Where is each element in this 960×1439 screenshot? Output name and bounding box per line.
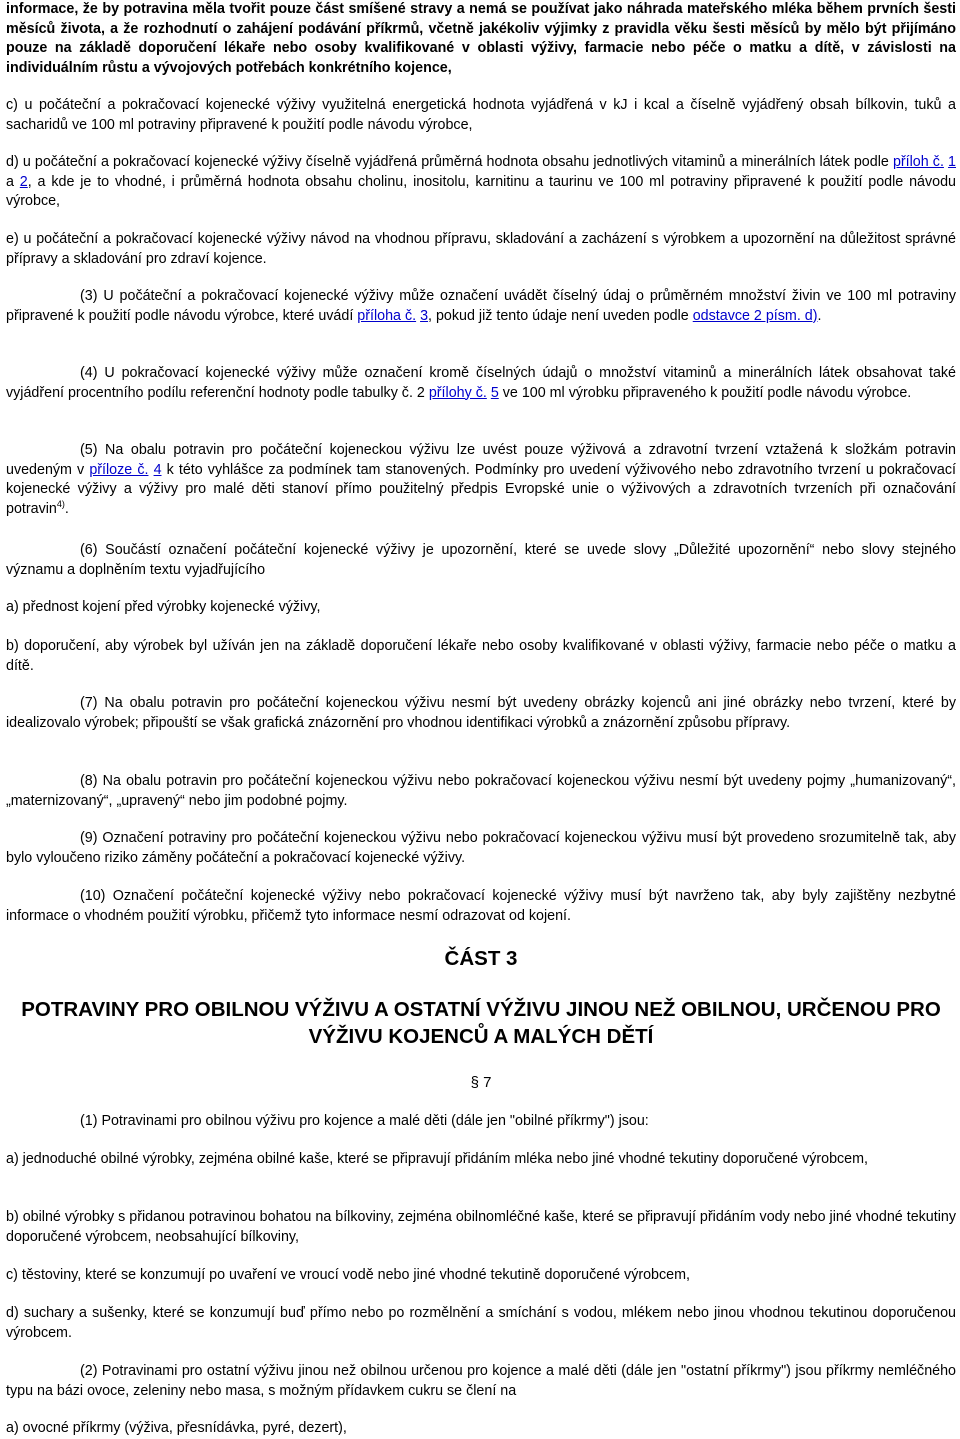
section-symbol: §: [470, 1074, 479, 1091]
section-7-1-item-b: b) obilné výrobky s přidanou potravinou bohatou na bílkoviny, zejména obilnomléčné kaše, které se připravují přidáním vody nebo jiné vhodné tekutiny doporučené výrobcem, neobsahující bílkoviny,: [6, 1209, 956, 1245]
paragraph-5: (5) Na obalu potravin pro počáteční kojeneckou výživu lze uvést pouze výživová a zdravotní tvrzení vztažená k složkám potravin uvedeným v příloze č. 4 k této vyhlášce za podmínek tam stanovených. Podmínky pro uvedení výživového nebo zdravotního tvrzení u pokračovací kojenecké výživy a výživy pro malé děti stanoví přímo použitelný předpis Evropské unie o výživových a zdravotních tvrzeních při označování potravin$^{4)}$.: [6, 442, 956, 517]
annex-link[interactable]: přílohy č.: [428, 384, 487, 401]
annex-2-link[interactable]: 2: [19, 173, 28, 190]
section-heading: [6, 1073, 956, 1093]
part-heading: ČÁST 3: [444, 947, 518, 970]
paragraph-6-item-a: a) přednost kojení před výrobky kojenecké výživy,: [6, 599, 321, 615]
section-7-1-item-d: d) suchary a sušenky, které se konzumují buď přímo nebo po rozmělnění a smíchání s vodou, mlékem nebo jinou vhodnou tekutinou doporučenou výrobcem.: [6, 1305, 956, 1341]
annex-link[interactable]: příloha č.: [357, 307, 417, 324]
section-7-paragraph-1: (1) Potravinami pro obilnou výživu pro kojence a malé děti (dále jen "obilné příkrmy") jsou:: [80, 1113, 649, 1129]
paragraph-8: (8) Na obalu potravin pro počáteční kojeneckou výživu nebo pokračovací kojeneckou výživu nesmí být uvedeny pojmy „humanizovaný“, „maternizovaný“, „upravený“ nebo jim podobné pojmy.: [6, 773, 956, 809]
paragraph-6-item-b: b) doporučení, aby výrobek byl užíván jen na základě doporučení lékaře nebo osoby kvalifikované v oblasti výživy, farmacie nebo péče o matku a dítě.: [6, 638, 956, 674]
annex-link[interactable]: příloze č.: [89, 461, 149, 478]
item-e-paragraph: e) u počáteční a pokračovací kojenecké výživy návod na vhodnou přípravu, skladování a zacházení s výrobkem a upozornění na důležitost správné přípravy a skladování pro zdraví kojence.: [6, 231, 956, 267]
paragraph-7: (7) Na obalu potravin pro počáteční kojeneckou výživu nesmí být uvedeny obrázky kojenců ani jiné obrázky nebo tvrzení, které by idealizovalo výrobek; připouští se však grafická znázornění pro vhodnou identifikaci výrobků a znázornění způsobu přípravy.: [6, 695, 956, 731]
paragraph-10: (10) Označení počáteční kojenecké výživy nebo pokračovací kojenecké výživy musí být navrženo tak, aby byly zajištěny nezbytné informace o vhodném použití výrobku, přičemž tyto informace nesmí odrazovat od kojení.: [6, 888, 956, 924]
paragraph-6: (6) Součástí označení počáteční kojenecké výživy je upozornění, které se uvede slovy „Důležité upozornění“ nebo slovy stejného významu a doplněním textu vyjadřujícího: [6, 542, 956, 578]
annex-4-link[interactable]: 4: [153, 461, 162, 478]
paragraph-4: (4) U pokračovací kojenecké výživy může označení kromě číselných údajů o množství vitaminů a minerálních látek obsahovat také vyjádření procentního podílu referenční hodnoty podle tabulky č. 2 přílohy č. 5 ve 100 ml výrobku připraveného k použití podle návodu výrobce.: [6, 365, 956, 401]
footnote-reference[interactable]: 4): [56, 498, 65, 509]
annex-5-link[interactable]: 5: [490, 384, 499, 401]
section-7-1-item-a: a) jednoduché obilné výrobky, zejména obilné kaše, které se připravují přidáním mléka nebo jiné vhodné tekutiny doporučené výrobcem,: [6, 1151, 869, 1167]
annex-1-link[interactable]: 1: [948, 154, 956, 170]
section-7-1-item-c: c) těstoviny, které se konzumují po uvaření ve vroucí vodě nebo jiné vhodné tekutině doporučené výrobcem,: [6, 1267, 690, 1283]
part-title: POTRAVINY PRO OBILNOU VÝŽIVU A OSTATNÍ VÝŽIVU JINOU NEŽ OBILNOU, URČENOU PRO VÝŽIVU KOJENCŮ A MALÝCH DĚTÍ: [21, 998, 941, 1048]
annex-3-link[interactable]: 3: [420, 307, 429, 324]
section-number: 7: [483, 1074, 492, 1091]
item-d-paragraph: d) u počáteční a pokračovací kojenecké výživy číselně vyjádřená průměrná hodnota obsahu jednotlivých vitaminů a minerálních látek podle příloh č. 1 a 2, a kde je to vhodné, i průměrná hodnota obsahu cholinu, inositolu, karnitinu a taurinu ve 100 ml potraviny připravené k použití podle návodu výrobce,: [6, 154, 956, 210]
item-c-paragraph: c) u počáteční a pokračovací kojenecké výživy využitelná energetická hodnota vyjádřená v kJ i kcal a číselně vyjádřený obsah bílkovin, tuků a sacharidů ve 100 ml potraviny připravené k použití podle návodu výrobce,: [6, 97, 956, 133]
section-7-2-item-a: a) ovocné příkrmy (výživa, přesnídávka, pyré, dezert),: [6, 1420, 347, 1436]
section-7-paragraph-2: (2) Potravinami pro ostatní výživu jinou než obilnou určenou pro kojence a malé děti (dále jen "ostatní příkrmy") jsou příkrmy nemléčného typu na bázi ovoce, zeleniny nebo masa, s možným přídavkem cukru se člení na: [6, 1363, 956, 1399]
intro-paragraph: informace, že by potravina měla tvořit pouze část smíšené stravy a nemá se používat jako náhrada mateřského mléka během prvních šesti měsíců života, a že rozhodnutí o zahájení podávání příkrmů, včetně jakékoliv výjimky z pravidla věku šesti měsíců by mělo být přijímáno pouze na základě doporučení lékaře nebo osoby kvalifikované v oblasti výživy, farmacie nebo péče o matku a dítě, v závislosti na individuálním růstu a vývojových potřebách konkrétního kojence,: [6, 1, 956, 76]
paragraph-2-d-link[interactable]: odstavce 2 písm. d): [692, 307, 818, 324]
paragraph-3: (3) U počáteční a pokračovací kojenecké výživy může označení uvádět číselný údaj o průměrném množství živin ve 100 ml potraviny připravené k použití podle návodu výrobce, které uvádí příloha č. 3, pokud již tento údaje není uveden podle odstavce 2 písm. d).: [6, 288, 956, 324]
annex-link[interactable]: příloh č.: [892, 154, 944, 170]
paragraph-9: (9) Označení potraviny pro počáteční kojeneckou výživu nebo pokračovací kojeneckou výživu musí být provedeno srozumitelně tak, aby bylo vyloučeno riziko záměny počáteční a pokračovací kojenecké výživy.: [6, 830, 956, 866]
